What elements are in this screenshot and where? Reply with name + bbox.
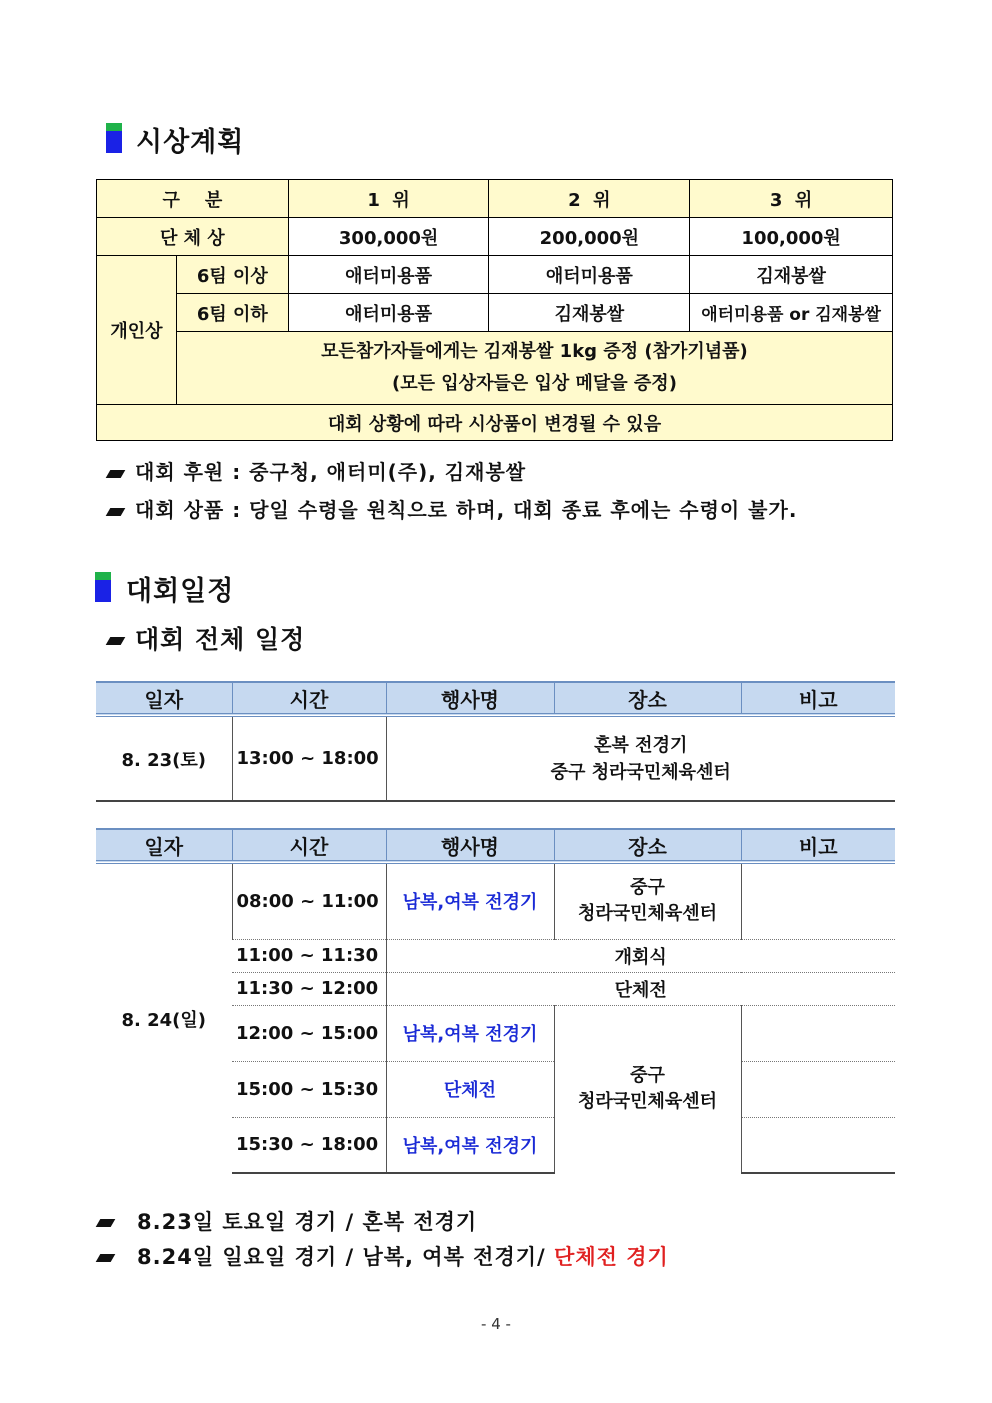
over6-third: 김재봉쌀 <box>690 256 893 294</box>
award-footer: 대회 상황에 따라 시상품이 변경될 수 있음 <box>97 405 893 441</box>
under6-first: 애터미용품 <box>288 294 489 332</box>
bullet-icon <box>96 1219 116 1227</box>
award-header-category: 구 분 <box>97 180 289 218</box>
day2-remark-6 <box>741 1117 895 1173</box>
schedule-header-row <box>96 682 895 715</box>
day2-time-1: 08:00 ~ 11:00 <box>232 862 386 939</box>
award-header-row <box>97 180 893 218</box>
day2-venue-2-line1: 중구 <box>630 1065 665 1087</box>
header-event: 행사명 <box>386 829 554 862</box>
award-note <box>176 332 892 405</box>
award-header-third: 3 위 <box>690 180 893 218</box>
day2-venue-1 <box>554 862 741 939</box>
team-award-first: 300,000원 <box>288 218 489 256</box>
header-event: 행사명 <box>386 682 554 715</box>
award-header-second: 2 위 <box>489 180 690 218</box>
day1-event-line1: 혼복 전경기 <box>594 734 688 756</box>
day2-time-2: 11:00 ~ 11:30 <box>232 939 386 972</box>
award-note-line2: (모든 입상자들은 입상 메달을 증정) <box>391 373 677 394</box>
prize-text: 대회 상품 : 당일 수령을 원칙으로 하며, 대회 종료 후에는 수령이 불가. <box>135 498 798 522</box>
award-note-row <box>97 332 893 405</box>
award-table <box>96 179 893 441</box>
header-date: 일자 <box>96 682 232 715</box>
bullet-icon <box>106 508 126 516</box>
day2-remark-1 <box>741 862 895 939</box>
award-note-line1: 모든참가자들에게는 김재봉쌀 1kg 증정 (참가기념품) <box>321 341 748 362</box>
award-team-row <box>97 218 893 256</box>
schedule-note-1-text: 8.23일 토요일 경기 / 혼복 전경기 <box>137 1210 478 1234</box>
award-footer-row <box>97 405 893 441</box>
prize-line <box>108 494 797 523</box>
day1-event <box>386 715 895 801</box>
award-under6-row <box>97 294 893 332</box>
day1-time: 13:00 ~ 18:00 <box>232 715 386 801</box>
day2-event-6: 남복,여복 전경기 <box>386 1117 554 1173</box>
schedule-subtitle-text: 대회 전체 일정 <box>135 625 306 654</box>
day2-venue-2 <box>554 1005 741 1173</box>
under6-second: 김재봉쌀 <box>489 294 690 332</box>
header-time: 시간 <box>232 829 386 862</box>
section-marker-icon <box>95 572 111 602</box>
team-award-third: 100,000원 <box>690 218 893 256</box>
day2-venue-2-line2: 청라국민체육센터 <box>577 1091 718 1113</box>
team-award-second: 200,000원 <box>489 218 690 256</box>
section-marker-icon <box>106 123 122 153</box>
under6-label: 6팀 이하 <box>176 294 288 332</box>
day2-time-4: 12:00 ~ 15:00 <box>232 1005 386 1061</box>
schedule-section-title: 대회일정 <box>126 576 235 607</box>
schedule-subtitle <box>108 620 305 656</box>
header-remark: 비고 <box>741 682 895 715</box>
schedule-note-2-highlight: 단체전 경기 <box>554 1245 669 1269</box>
header-time: 시간 <box>232 682 386 715</box>
day2-event-1: 남복,여복 전경기 <box>386 862 554 939</box>
schedule-note-2-text: 8.24일 일요일 경기 / 남복, 여복 전경기/ <box>137 1245 555 1269</box>
under6-third: 애터미용품 or 김재봉쌀 <box>690 294 893 332</box>
bullet-icon <box>106 637 126 645</box>
page-number: - 4 - <box>481 1315 511 1333</box>
team-award-label: 단 체 상 <box>97 218 289 256</box>
award-section-title: 시상계획 <box>136 127 245 158</box>
day2-time-5: 15:00 ~ 15:30 <box>232 1061 386 1117</box>
sponsor-text: 대회 후원 : 중구청, 애터미(주), 김재봉쌀 <box>135 460 527 484</box>
day2-event-3: 단체전 <box>386 972 895 1005</box>
header-date: 일자 <box>96 829 232 862</box>
schedule-note-2 <box>98 1241 669 1271</box>
day1-event-line2: 중구 청라국민체육센터 <box>550 761 731 783</box>
header-venue: 장소 <box>554 829 741 862</box>
individual-award-label: 개인상 <box>97 256 177 405</box>
bullet-icon <box>96 1254 116 1262</box>
day2-time-6: 15:30 ~ 18:00 <box>232 1117 386 1173</box>
over6-first: 애터미용품 <box>288 256 489 294</box>
day2-venue-1-line2: 청라국민체육센터 <box>577 903 718 925</box>
day2-schedule-table <box>96 828 895 1174</box>
over6-label: 6팀 이상 <box>176 256 288 294</box>
award-header-first: 1 위 <box>288 180 489 218</box>
award-over6-row <box>97 256 893 294</box>
day2-event-2: 개회식 <box>386 939 895 972</box>
day2-row-1 <box>96 862 895 939</box>
schedule-note-1 <box>98 1206 477 1236</box>
day1-date: 8. 23(토) <box>96 715 232 801</box>
header-venue: 장소 <box>554 682 741 715</box>
bullet-icon <box>106 470 126 478</box>
day2-event-4: 남복,여복 전경기 <box>386 1005 554 1061</box>
header-remark: 비고 <box>741 829 895 862</box>
day1-row <box>96 715 895 801</box>
day2-venue-1-line1: 중구 <box>630 877 665 899</box>
day2-time-3: 11:30 ~ 12:00 <box>232 972 386 1005</box>
day2-event-5: 단체전 <box>386 1061 554 1117</box>
day2-remark-4 <box>741 1005 895 1061</box>
schedule-header-row <box>96 829 895 862</box>
day2-date: 8. 24(일) <box>121 1009 207 1031</box>
sponsor-line <box>108 456 526 485</box>
day1-schedule-table <box>96 681 895 802</box>
day2-remark-5 <box>741 1061 895 1117</box>
over6-second: 애터미용품 <box>489 256 690 294</box>
